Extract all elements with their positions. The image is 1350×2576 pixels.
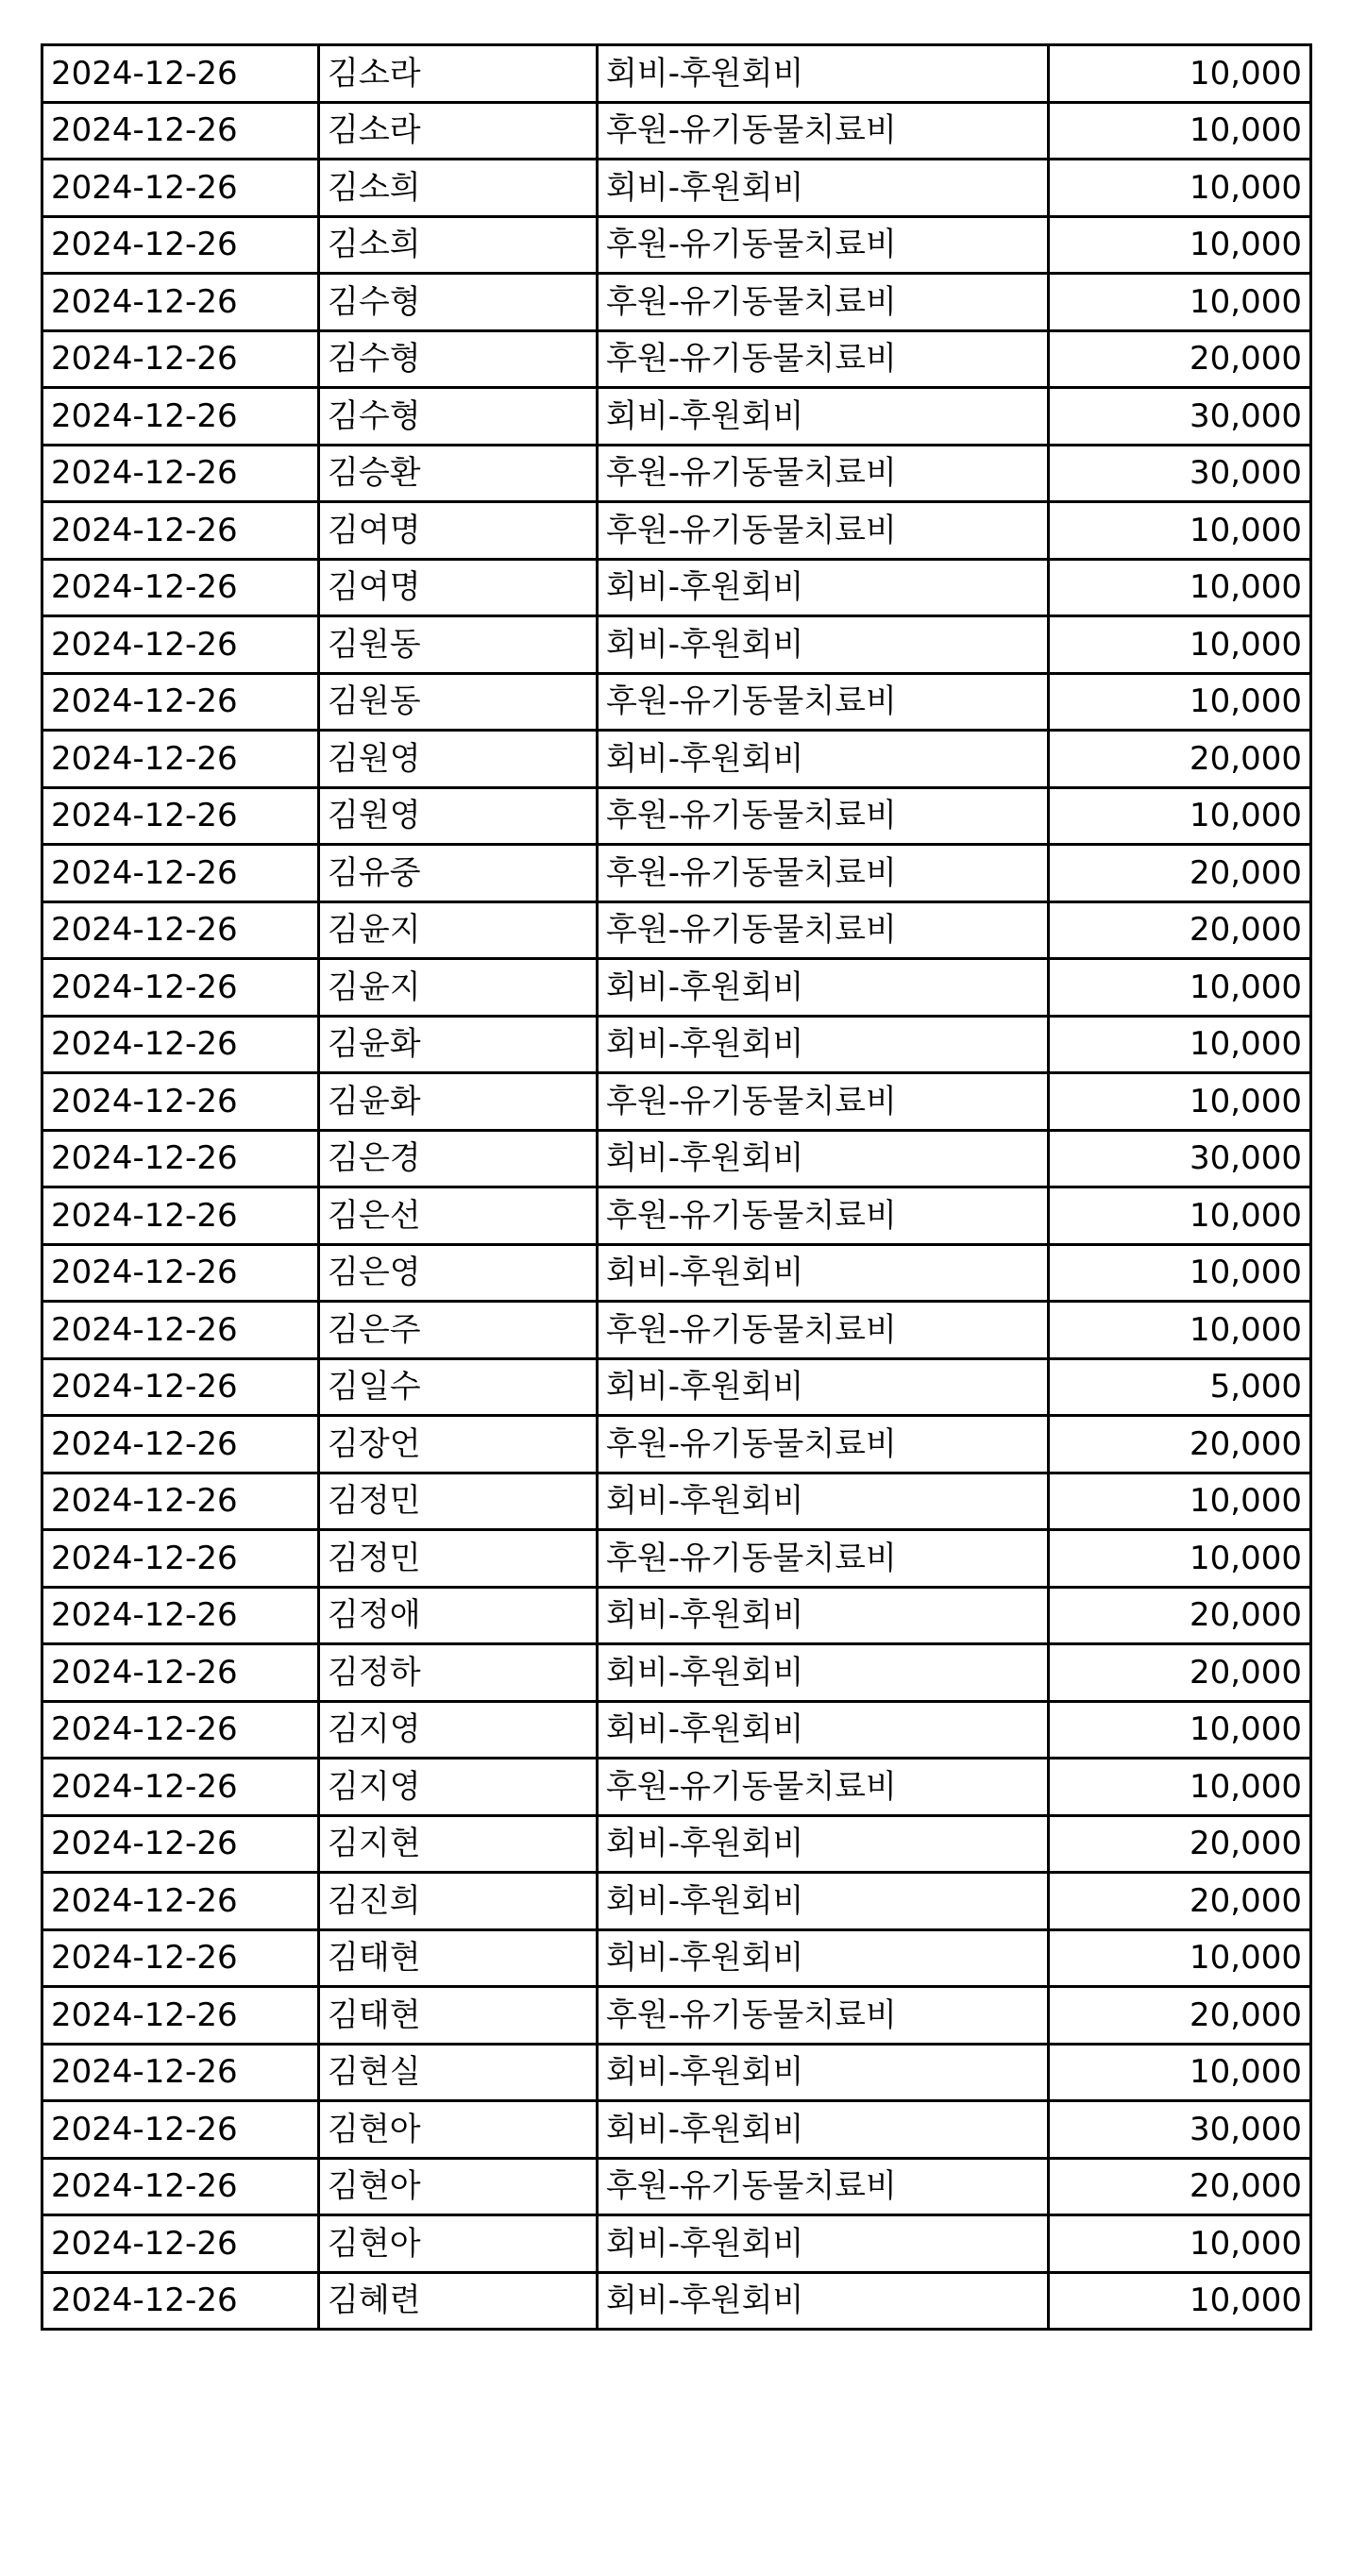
- date-cell: 2024-12-26: [42, 2101, 319, 2159]
- name-cell: 김은주: [319, 1302, 598, 1359]
- table-row: [42, 959, 1311, 1017]
- table-row: [42, 1815, 1311, 1873]
- table-row: [42, 2158, 1311, 2215]
- date-cell: 2024-12-26: [42, 45, 319, 103]
- name-cell: 김정하: [319, 1644, 598, 1702]
- name-cell: 김은경: [319, 1130, 598, 1187]
- amount-cell: 10,000: [1049, 1929, 1311, 1987]
- category-cell: 회비-후원회비: [598, 2101, 1049, 2159]
- date-cell: 2024-12-26: [42, 2044, 319, 2101]
- table-row: [42, 1244, 1311, 1302]
- amount-cell: 10,000: [1049, 616, 1311, 674]
- category-cell: 회비-후원회비: [598, 559, 1049, 616]
- table-row: [42, 1302, 1311, 1359]
- date-cell: 2024-12-26: [42, 274, 319, 331]
- name-cell: 김수형: [319, 388, 598, 446]
- date-cell: 2024-12-26: [42, 216, 319, 274]
- category-cell: 후원-유기동물치료비: [598, 102, 1049, 160]
- table-row: [42, 1701, 1311, 1759]
- date-cell: 2024-12-26: [42, 1644, 319, 1702]
- name-cell: 김유중: [319, 845, 598, 902]
- date-cell: 2024-12-26: [42, 445, 319, 502]
- date-cell: 2024-12-26: [42, 845, 319, 902]
- date-cell: 2024-12-26: [42, 559, 319, 616]
- date-cell: 2024-12-26: [42, 388, 319, 446]
- amount-cell: 10,000: [1049, 1473, 1311, 1530]
- table-row: [42, 1929, 1311, 1987]
- table-row: [42, 2272, 1311, 2330]
- category-cell: 후원-유기동물치료비: [598, 216, 1049, 274]
- table-row: [42, 1187, 1311, 1245]
- amount-cell: 20,000: [1049, 2158, 1311, 2215]
- table-row: [42, 673, 1311, 731]
- date-cell: 2024-12-26: [42, 1358, 319, 1416]
- table-row: [42, 1759, 1311, 1816]
- amount-cell: 10,000: [1049, 2215, 1311, 2273]
- amount-cell: 20,000: [1049, 1587, 1311, 1644]
- category-cell: 후원-유기동물치료비: [598, 845, 1049, 902]
- name-cell: 김정민: [319, 1530, 598, 1588]
- name-cell: 김현아: [319, 2215, 598, 2273]
- name-cell: 김윤지: [319, 959, 598, 1017]
- category-cell: 회비-후원회비: [598, 1929, 1049, 1987]
- name-cell: 김정민: [319, 1473, 598, 1530]
- name-cell: 김혜련: [319, 2272, 598, 2330]
- table-row: [42, 2215, 1311, 2273]
- name-cell: 김원영: [319, 731, 598, 788]
- category-cell: 후원-유기동물치료비: [598, 330, 1049, 388]
- name-cell: 김윤화: [319, 1016, 598, 1073]
- amount-cell: 20,000: [1049, 1644, 1311, 1702]
- ledger-body: [42, 45, 1311, 2330]
- table-row: [42, 1473, 1311, 1530]
- name-cell: 김윤지: [319, 901, 598, 959]
- name-cell: 김현아: [319, 2158, 598, 2215]
- name-cell: 김원동: [319, 673, 598, 731]
- table-row: [42, 1416, 1311, 1473]
- amount-cell: 20,000: [1049, 330, 1311, 388]
- amount-cell: 20,000: [1049, 845, 1311, 902]
- amount-cell: 20,000: [1049, 901, 1311, 959]
- date-cell: 2024-12-26: [42, 502, 319, 560]
- amount-cell: 10,000: [1049, 1016, 1311, 1073]
- category-cell: 후원-유기동물치료비: [598, 1073, 1049, 1131]
- category-cell: 후원-유기동물치료비: [598, 1759, 1049, 1816]
- date-cell: 2024-12-26: [42, 2272, 319, 2330]
- table-row: [42, 388, 1311, 446]
- amount-cell: 10,000: [1049, 1530, 1311, 1588]
- table-row: [42, 1130, 1311, 1187]
- category-cell: 회비-후원회비: [598, 1130, 1049, 1187]
- table-row: [42, 274, 1311, 331]
- name-cell: 김지영: [319, 1759, 598, 1816]
- category-cell: 회비-후원회비: [598, 1644, 1049, 1702]
- table-row: [42, 901, 1311, 959]
- category-cell: 회비-후원회비: [598, 2215, 1049, 2273]
- amount-cell: 10,000: [1049, 216, 1311, 274]
- amount-cell: 10,000: [1049, 959, 1311, 1017]
- table-row: [42, 845, 1311, 902]
- category-cell: 후원-유기동물치료비: [598, 787, 1049, 845]
- name-cell: 김소희: [319, 160, 598, 217]
- name-cell: 김지영: [319, 1701, 598, 1759]
- category-cell: 후원-유기동물치료비: [598, 1530, 1049, 1588]
- table-row: [42, 1987, 1311, 2045]
- category-cell: 회비-후원회비: [598, 1016, 1049, 1073]
- category-cell: 회비-후원회비: [598, 1873, 1049, 1930]
- amount-cell: 20,000: [1049, 731, 1311, 788]
- amount-cell: 30,000: [1049, 2101, 1311, 2159]
- category-cell: 회비-후원회비: [598, 45, 1049, 103]
- table-row: [42, 216, 1311, 274]
- date-cell: 2024-12-26: [42, 1473, 319, 1530]
- category-cell: 회비-후원회비: [598, 1701, 1049, 1759]
- category-cell: 후원-유기동물치료비: [598, 673, 1049, 731]
- name-cell: 김소희: [319, 216, 598, 274]
- table-row: [42, 330, 1311, 388]
- date-cell: 2024-12-26: [42, 1759, 319, 1816]
- amount-cell: 5,000: [1049, 1358, 1311, 1416]
- date-cell: 2024-12-26: [42, 1929, 319, 1987]
- amount-cell: 20,000: [1049, 1873, 1311, 1930]
- amount-cell: 20,000: [1049, 1416, 1311, 1473]
- amount-cell: 10,000: [1049, 1073, 1311, 1131]
- date-cell: 2024-12-26: [42, 1587, 319, 1644]
- table-row: [42, 2044, 1311, 2101]
- category-cell: 회비-후원회비: [598, 1473, 1049, 1530]
- name-cell: 김진희: [319, 1873, 598, 1930]
- donation-ledger-table: [41, 43, 1312, 2331]
- name-cell: 김여명: [319, 559, 598, 616]
- date-cell: 2024-12-26: [42, 616, 319, 674]
- table-row: [42, 445, 1311, 502]
- category-cell: 회비-후원회비: [598, 388, 1049, 446]
- amount-cell: 10,000: [1049, 2044, 1311, 2101]
- category-cell: 회비-후원회비: [598, 1244, 1049, 1302]
- date-cell: 2024-12-26: [42, 1873, 319, 1930]
- name-cell: 김소라: [319, 45, 598, 103]
- date-cell: 2024-12-26: [42, 2158, 319, 2215]
- date-cell: 2024-12-26: [42, 1815, 319, 1873]
- category-cell: 회비-후원회비: [598, 2272, 1049, 2330]
- category-cell: 후원-유기동물치료비: [598, 1187, 1049, 1245]
- amount-cell: 10,000: [1049, 160, 1311, 217]
- date-cell: 2024-12-26: [42, 160, 319, 217]
- category-cell: 후원-유기동물치료비: [598, 901, 1049, 959]
- amount-cell: 30,000: [1049, 388, 1311, 446]
- amount-cell: 30,000: [1049, 1130, 1311, 1187]
- category-cell: 회비-후원회비: [598, 1587, 1049, 1644]
- category-cell: 회비-후원회비: [598, 2044, 1049, 2101]
- amount-cell: 10,000: [1049, 1759, 1311, 1816]
- name-cell: 김은영: [319, 1244, 598, 1302]
- table-row: [42, 2101, 1311, 2159]
- date-cell: 2024-12-26: [42, 1130, 319, 1187]
- name-cell: 김원영: [319, 787, 598, 845]
- table-row: [42, 160, 1311, 217]
- table-row: [42, 731, 1311, 788]
- name-cell: 김수형: [319, 274, 598, 331]
- table-row: [42, 45, 1311, 103]
- name-cell: 김윤화: [319, 1073, 598, 1131]
- date-cell: 2024-12-26: [42, 901, 319, 959]
- name-cell: 김은선: [319, 1187, 598, 1245]
- category-cell: 후원-유기동물치료비: [598, 445, 1049, 502]
- table-row: [42, 1016, 1311, 1073]
- table-row: [42, 559, 1311, 616]
- date-cell: 2024-12-26: [42, 1530, 319, 1588]
- date-cell: 2024-12-26: [42, 787, 319, 845]
- table-row: [42, 102, 1311, 160]
- amount-cell: 20,000: [1049, 1815, 1311, 1873]
- category-cell: 회비-후원회비: [598, 1358, 1049, 1416]
- table-row: [42, 1644, 1311, 1702]
- amount-cell: 10,000: [1049, 1302, 1311, 1359]
- amount-cell: 10,000: [1049, 45, 1311, 103]
- name-cell: 김태현: [319, 1929, 598, 1987]
- category-cell: 후원-유기동물치료비: [598, 1302, 1049, 1359]
- table-row: [42, 502, 1311, 560]
- category-cell: 회비-후원회비: [598, 959, 1049, 1017]
- category-cell: 후원-유기동물치료비: [598, 502, 1049, 560]
- date-cell: 2024-12-26: [42, 959, 319, 1017]
- name-cell: 김수형: [319, 330, 598, 388]
- table-row: [42, 1358, 1311, 1416]
- category-cell: 후원-유기동물치료비: [598, 1987, 1049, 2045]
- amount-cell: 10,000: [1049, 1701, 1311, 1759]
- name-cell: 김일수: [319, 1358, 598, 1416]
- table-row: [42, 1530, 1311, 1588]
- category-cell: 회비-후원회비: [598, 616, 1049, 674]
- amount-cell: 10,000: [1049, 274, 1311, 331]
- date-cell: 2024-12-26: [42, 1987, 319, 2045]
- category-cell: 회비-후원회비: [598, 1815, 1049, 1873]
- date-cell: 2024-12-26: [42, 1187, 319, 1245]
- amount-cell: 10,000: [1049, 673, 1311, 731]
- date-cell: 2024-12-26: [42, 673, 319, 731]
- table-row: [42, 616, 1311, 674]
- table-row: [42, 787, 1311, 845]
- name-cell: 김여명: [319, 502, 598, 560]
- table-row: [42, 1073, 1311, 1131]
- amount-cell: 10,000: [1049, 502, 1311, 560]
- amount-cell: 10,000: [1049, 559, 1311, 616]
- date-cell: 2024-12-26: [42, 1302, 319, 1359]
- category-cell: 후원-유기동물치료비: [598, 1416, 1049, 1473]
- amount-cell: 10,000: [1049, 102, 1311, 160]
- amount-cell: 20,000: [1049, 1987, 1311, 2045]
- name-cell: 김원동: [319, 616, 598, 674]
- category-cell: 후원-유기동물치료비: [598, 274, 1049, 331]
- date-cell: 2024-12-26: [42, 731, 319, 788]
- name-cell: 김장언: [319, 1416, 598, 1473]
- name-cell: 김소라: [319, 102, 598, 160]
- table-row: [42, 1873, 1311, 1930]
- category-cell: 후원-유기동물치료비: [598, 2158, 1049, 2215]
- name-cell: 김현실: [319, 2044, 598, 2101]
- name-cell: 김태현: [319, 1987, 598, 2045]
- amount-cell: 10,000: [1049, 787, 1311, 845]
- category-cell: 회비-후원회비: [598, 160, 1049, 217]
- amount-cell: 10,000: [1049, 1244, 1311, 1302]
- date-cell: 2024-12-26: [42, 102, 319, 160]
- amount-cell: 10,000: [1049, 1187, 1311, 1245]
- date-cell: 2024-12-26: [42, 1016, 319, 1073]
- amount-cell: 30,000: [1049, 445, 1311, 502]
- date-cell: 2024-12-26: [42, 1701, 319, 1759]
- name-cell: 김지현: [319, 1815, 598, 1873]
- category-cell: 회비-후원회비: [598, 731, 1049, 788]
- name-cell: 김현아: [319, 2101, 598, 2159]
- date-cell: 2024-12-26: [42, 1073, 319, 1131]
- date-cell: 2024-12-26: [42, 2215, 319, 2273]
- name-cell: 김승환: [319, 445, 598, 502]
- date-cell: 2024-12-26: [42, 1416, 319, 1473]
- date-cell: 2024-12-26: [42, 330, 319, 388]
- name-cell: 김정애: [319, 1587, 598, 1644]
- table-row: [42, 1587, 1311, 1644]
- date-cell: 2024-12-26: [42, 1244, 319, 1302]
- amount-cell: 10,000: [1049, 2272, 1311, 2330]
